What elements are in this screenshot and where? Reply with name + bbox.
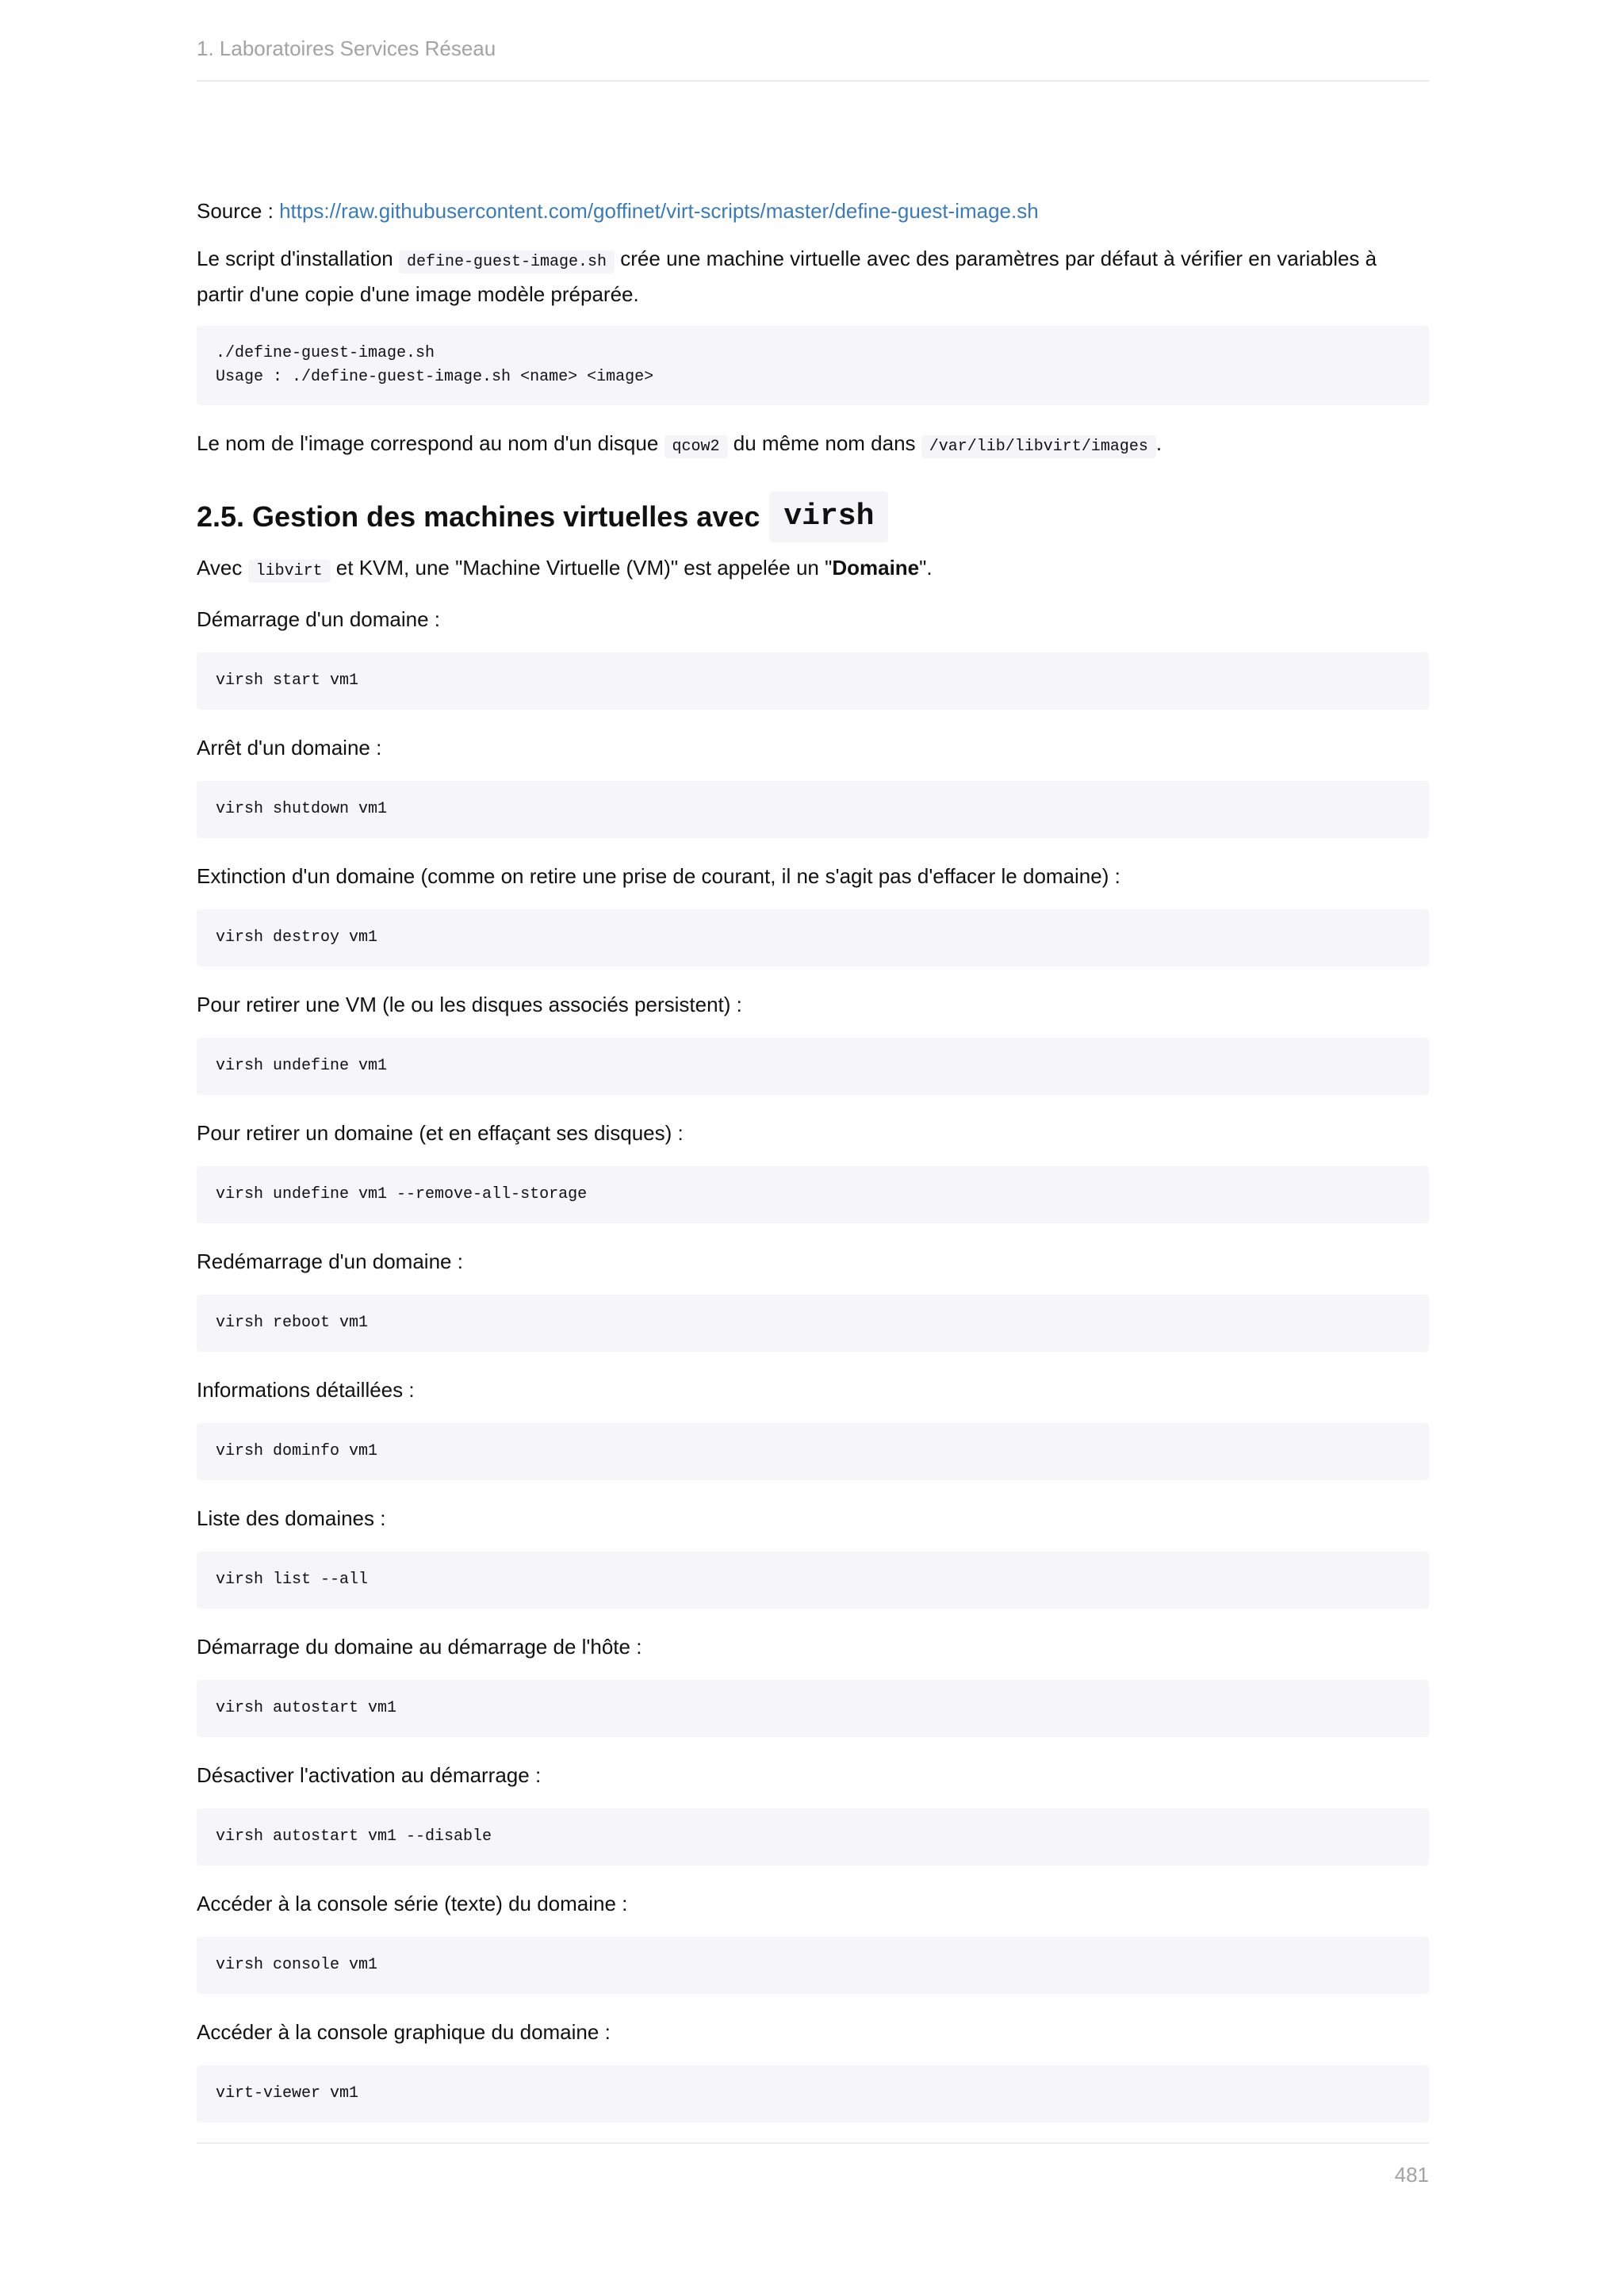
source-link[interactable]: https://raw.githubusercontent.com/goffinet/virt-scripts/master/define-guest-image.sh	[279, 199, 1039, 223]
command-code: virsh shutdown vm1	[197, 781, 1429, 838]
command-item	[197, 603, 1429, 710]
command-list	[197, 603, 1429, 2122]
command-label: Extinction d'un domaine (comme on retire une prise de courant, il ne s'agit pas d'effacer le domaine) :	[197, 864, 1120, 888]
footer-divider	[197, 2142, 1429, 2144]
command-item	[197, 2016, 1429, 2122]
command-code: virsh destroy vm1	[197, 909, 1429, 966]
image-text-after: .	[1155, 431, 1162, 455]
image-paragraph	[197, 427, 1429, 463]
command-label: Liste des domaines :	[197, 1506, 386, 1530]
command-item	[197, 1888, 1429, 1994]
install-code-block	[197, 326, 1429, 405]
intro-text-before: Avec	[197, 556, 248, 580]
domaine-bold: Domaine	[832, 556, 920, 580]
command-item	[197, 989, 1429, 1095]
code-line: ./define-guest-image.sh	[216, 344, 435, 362]
install-text-after: crée une machine virtuelle avec des paramètres par défaut à vérifier en variables à partir d'une copie d'une image modèle préparée.	[197, 247, 1377, 306]
source-label: Source :	[197, 199, 280, 223]
command-label: Désactiver l'activation au démarrage :	[197, 1763, 542, 1787]
command-code: virsh autostart vm1 --disable	[197, 1808, 1429, 1866]
command-label: Démarrage d'un domaine :	[197, 607, 441, 631]
command-label: Pour retirer un domaine (et en effaçant ses disques) :	[197, 1121, 684, 1145]
image-text-before: Le nom de l'image correspond au nom d'un disque	[197, 431, 665, 455]
command-code: virsh dominfo vm1	[197, 1423, 1429, 1480]
command-item	[197, 1117, 1429, 1223]
command-label: Redémarrage d'un domaine :	[197, 1249, 463, 1273]
header-divider	[197, 80, 1429, 82]
intro-text-middle: et KVM, une "Machine Virtuelle (VM)" est appelée un "	[330, 556, 833, 580]
command-code: virsh undefine vm1	[197, 1038, 1429, 1095]
section-title: 2.5. Gestion des machines virtuelles avec	[197, 500, 760, 533]
code-line: Usage : ./define-guest-image.sh <name> <image>	[216, 368, 654, 386]
page-number: 481	[1394, 2163, 1429, 2187]
command-item	[197, 1502, 1429, 1609]
command-label: Accéder à la console graphique du domaine :	[197, 2020, 611, 2044]
command-code: virsh list --all	[197, 1552, 1429, 1609]
page-content	[197, 195, 1429, 2122]
libvirt-code: libvirt	[248, 560, 331, 583]
command-code: virsh console vm1	[197, 1937, 1429, 1994]
command-item	[197, 1631, 1429, 1737]
command-item	[197, 732, 1429, 838]
image-text-middle: du même nom dans	[727, 431, 921, 455]
section-title-code: virsh	[769, 492, 888, 542]
command-label: Pour retirer une VM (le ou les disques associés persistent) :	[197, 993, 742, 1016]
images-path-code: /var/lib/libvirt/images	[921, 435, 1156, 458]
intro-paragraph	[197, 552, 1429, 587]
command-item	[197, 1374, 1429, 1480]
section-heading	[197, 492, 1429, 542]
command-item	[197, 1759, 1429, 1866]
command-item	[197, 1246, 1429, 1352]
command-code: virt-viewer vm1	[197, 2065, 1429, 2122]
command-label: Arrêt d'un domaine :	[197, 736, 382, 760]
running-header: 1. Laboratoires Services Réseau	[197, 36, 496, 60]
intro-text-after: ".	[919, 556, 933, 580]
install-paragraph	[197, 243, 1429, 310]
command-label: Accéder à la console série (texte) du domaine :	[197, 1892, 628, 1915]
install-script-code: define-guest-image.sh	[399, 251, 615, 274]
command-code: virsh reboot vm1	[197, 1295, 1429, 1352]
command-code: virsh undefine vm1 --remove-all-storage	[197, 1166, 1429, 1223]
source-line	[197, 195, 1429, 227]
install-text-before: Le script d'installation	[197, 247, 399, 270]
command-item	[197, 860, 1429, 966]
qcow2-code: qcow2	[665, 435, 728, 458]
command-label: Démarrage du domaine au démarrage de l'hôte :	[197, 1635, 642, 1659]
command-code: virsh start vm1	[197, 652, 1429, 710]
command-code: virsh autostart vm1	[197, 1680, 1429, 1737]
command-label: Informations détaillées :	[197, 1378, 415, 1402]
